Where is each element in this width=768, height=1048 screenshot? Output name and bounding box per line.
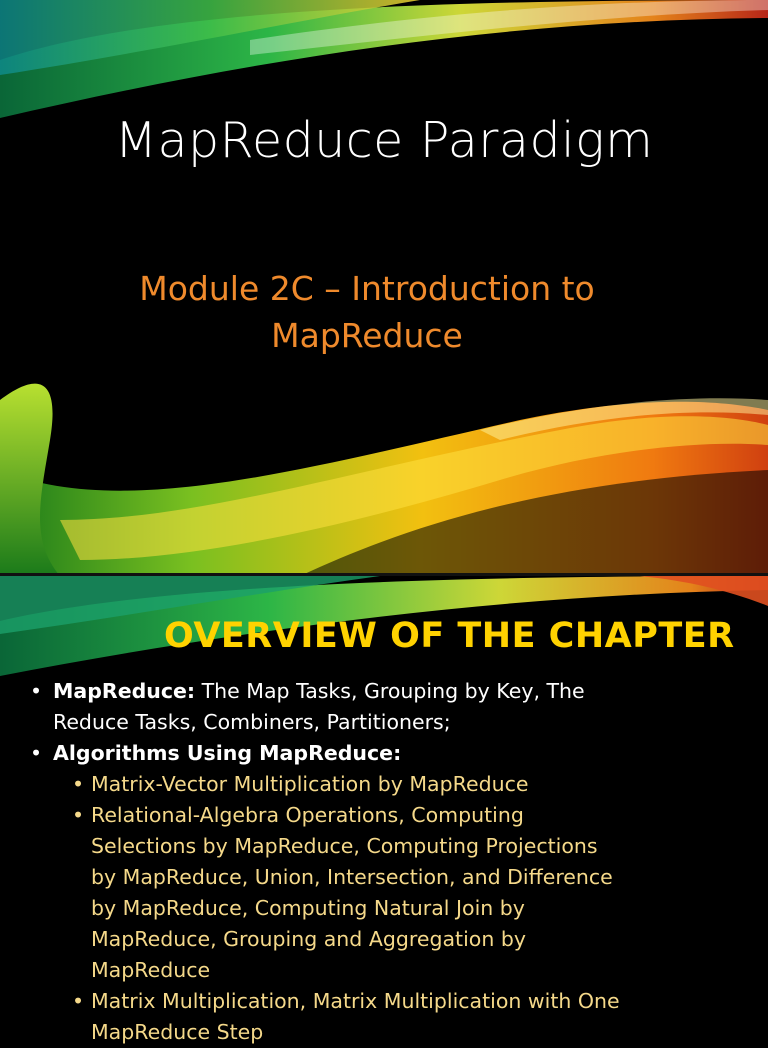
bullet-label: MapReduce: — [53, 679, 196, 703]
sub-bullet-line: Relational-Algebra Operations, Computing — [91, 803, 524, 827]
slide-heading: OVERVIEW OF THE CHAPTER — [164, 616, 735, 656]
bullet-label: Algorithms Using MapReduce: — [53, 741, 402, 765]
slide-title: MapReduce Paradigm — [114, 112, 654, 169]
slide-subtitle — [0, 265, 734, 359]
sub-bullet-line: MapReduce — [91, 958, 211, 982]
sub-bullet-line: MapReduce Step — [91, 1020, 264, 1044]
sub-bullet-line: by MapReduce, Union, Intersection, and Difference — [91, 865, 613, 889]
bullet-text: The Map Tasks, Grouping by Key, The — [195, 679, 585, 703]
sub-bullet-line: Matrix-Vector Multiplication by MapReduce — [91, 772, 529, 796]
bullet-list — [30, 676, 748, 1048]
sub-bullet-line: Matrix Multiplication, Matrix Multiplication with One — [91, 989, 620, 1013]
sub-bullet-matrix-multiplication — [30, 986, 748, 1048]
sub-bullet-line: MapReduce, Grouping and Aggregation by — [91, 927, 526, 951]
subtitle-line-1: Module 2C – Introduction to — [139, 269, 595, 308]
sub-bullet-line: Selections by MapReduce, Computing Projections — [91, 834, 598, 858]
sub-bullet-line: by MapReduce, Computing Natural Join by — [91, 896, 525, 920]
bullet-mapreduce — [30, 676, 748, 738]
sub-bullet-matrix-vector — [30, 769, 748, 800]
bullet-text-cont: Reduce Tasks, Combiners, Partitioners; — [53, 710, 451, 734]
overview-slide — [0, 576, 768, 1044]
subtitle-line-2: MapReduce — [271, 316, 463, 355]
sub-bullet-relational-algebra — [30, 800, 748, 986]
bullet-algorithms — [30, 738, 748, 769]
